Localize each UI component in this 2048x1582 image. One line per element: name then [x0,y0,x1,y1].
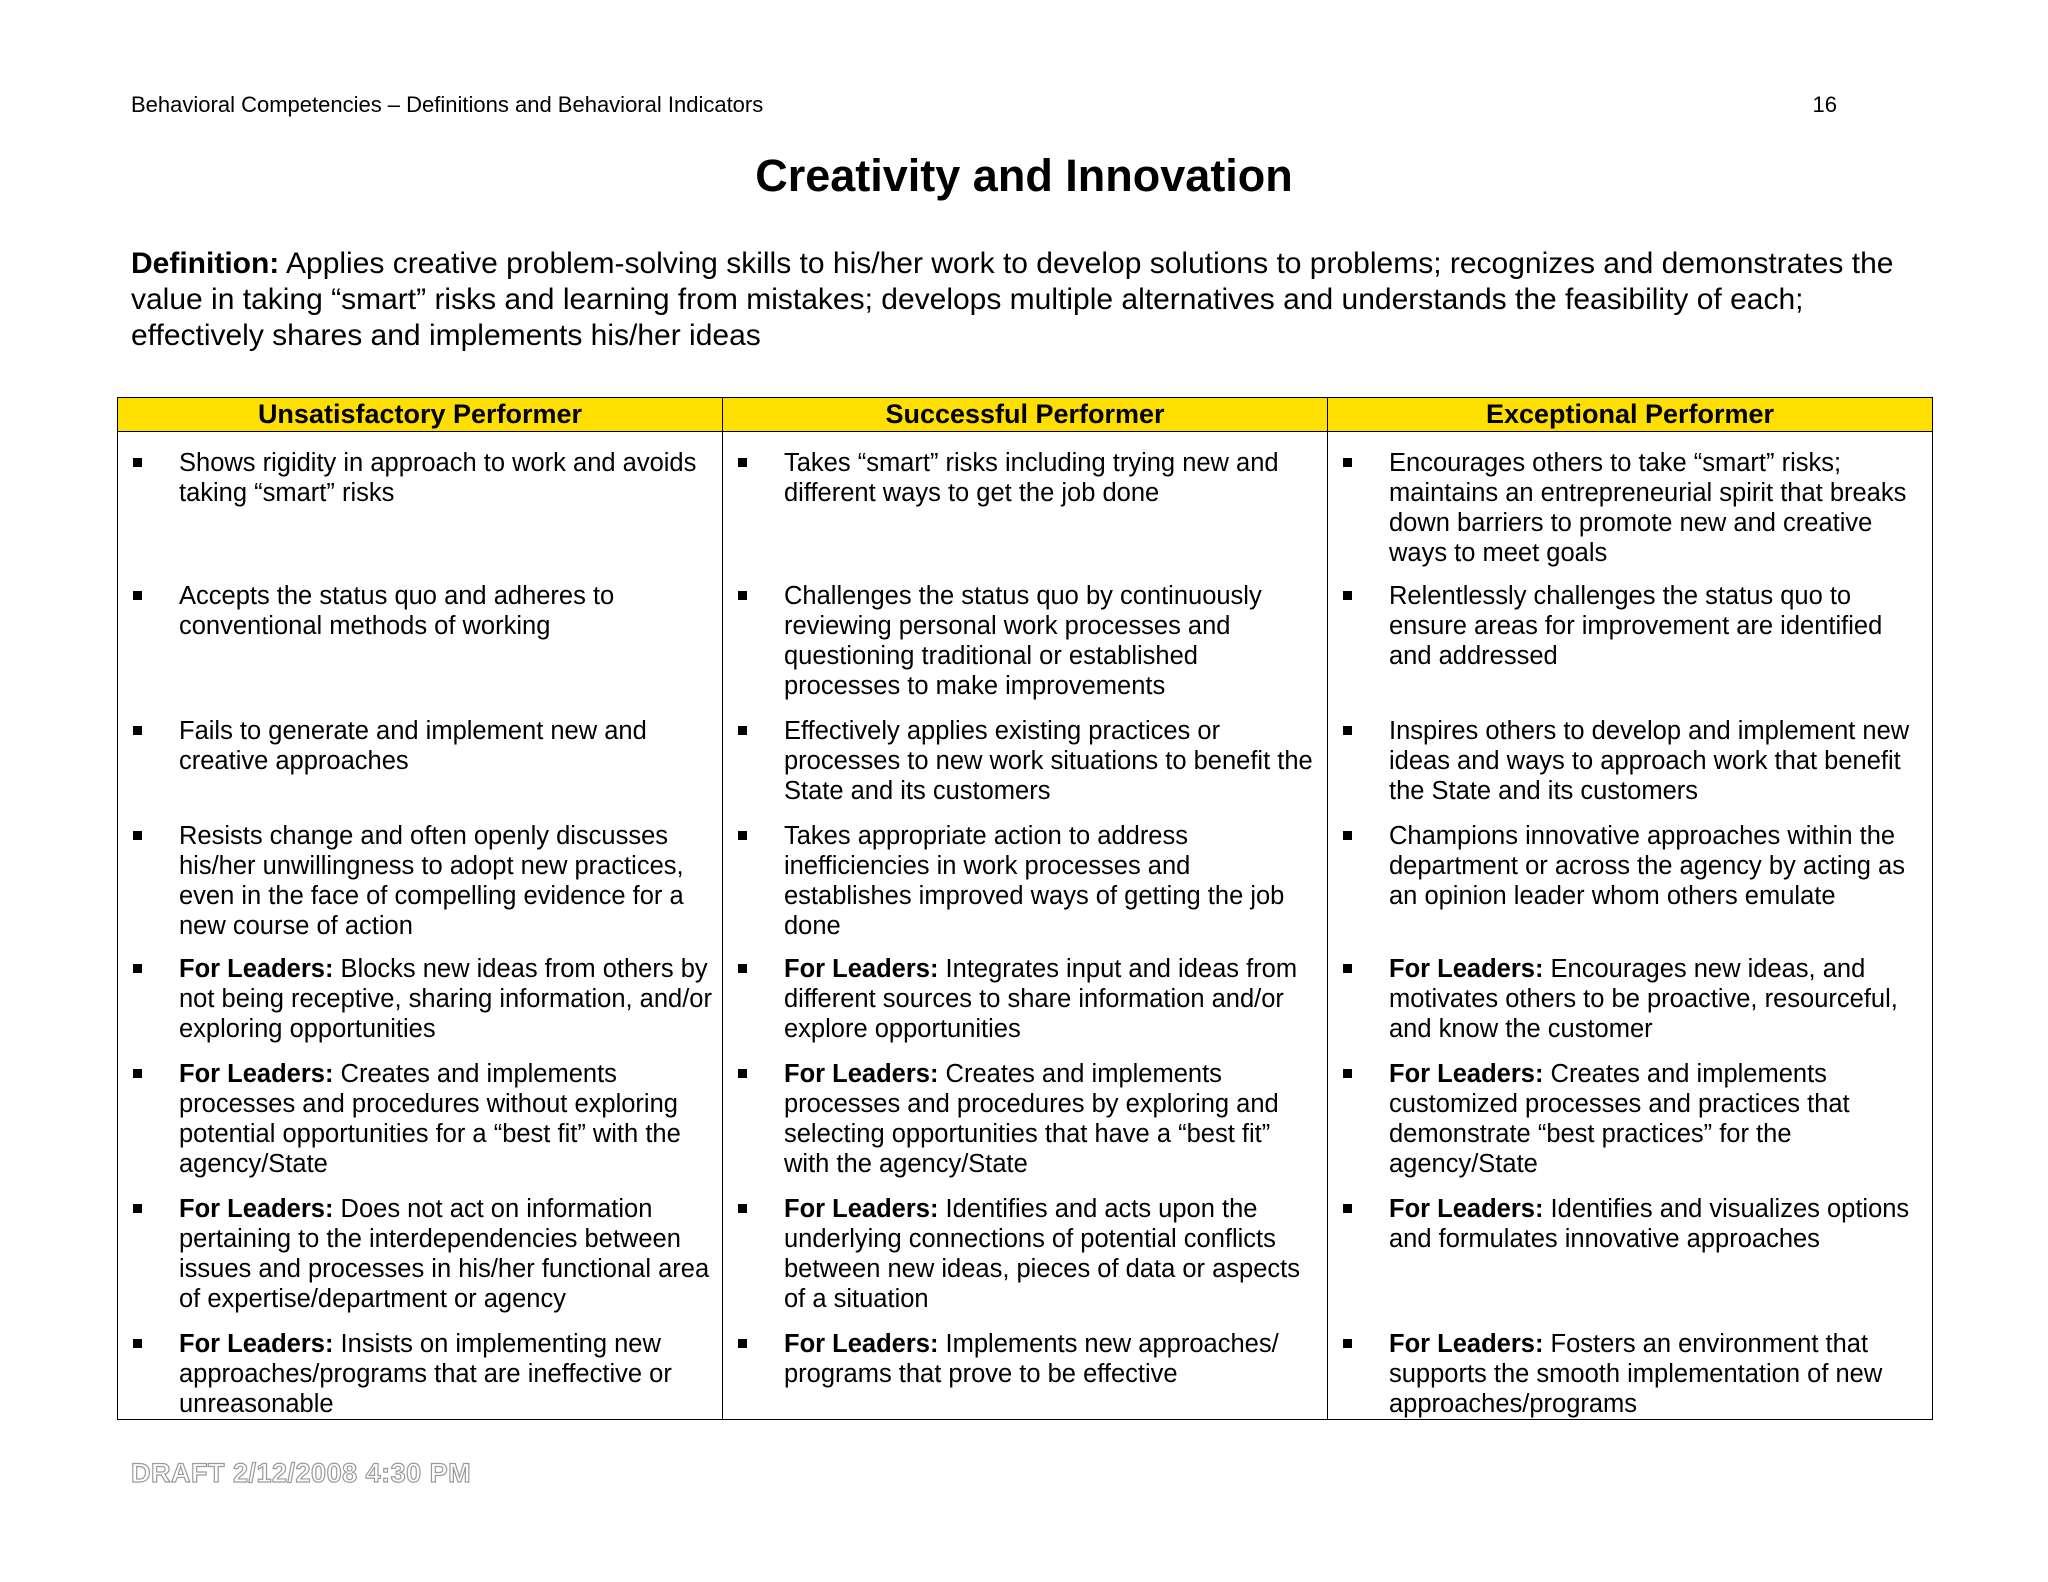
square-bullet-icon [133,458,142,467]
page-number: 16 [1812,92,1837,117]
list-item [723,941,1327,1044]
square-bullet-icon [133,831,142,840]
list-item [118,808,722,941]
leader-label: For Leaders: [784,1060,939,1088]
indicator-text: Takes appropriate action to address inefficiencies in work processes and establishes improved ways of getting the job done [784,822,1285,940]
column-header-exceptional: Exceptional Performer [1328,398,1933,432]
document-title: Behavioral Competencies – Definitions and Behavioral Indicators [131,92,764,117]
leader-label: For Leaders: [179,1060,334,1088]
list-item [118,1181,722,1314]
list-item [723,1046,1327,1179]
table-cell [118,1046,723,1181]
table-cell [118,568,723,703]
table-cell [723,1181,1328,1316]
indicator-text: Takes “smart” risks including trying new and different ways to get the job done [784,449,1279,507]
table-cell [723,568,1328,703]
indicator-text: Inspires others to develop and implement new ideas and ways to approach work that benefit the State and its customers [1389,717,1910,805]
indicator-text: Insists on implementing new approaches/programs that are ineffective or unreasonable [179,1330,672,1418]
square-bullet-icon [738,831,747,840]
table-cell [1328,808,1933,941]
definition-text: Applies creative problem-solving skills to his/her work to develop solutions to problems; recognizes and demonstrates the value in taking “smart” risks and learning from mistakes; develops multiple alternatives and understands the feasibility of each; effectively shares and implements his/her ideas [131,247,1894,352]
list-item [723,808,1327,941]
table-cell [1328,1316,1933,1420]
square-bullet-icon [1343,964,1352,973]
table-cell [1328,1181,1933,1316]
indicator-text: Shows rigidity in approach to work and avoids taking “smart” risks [179,449,697,507]
list-item [118,1046,722,1179]
table-cell [723,1316,1328,1420]
indicator-text: Resists change and often openly discusses his/her unwillingness to adopt new practices, even in the face of compelling evidence for a new course of action [179,822,684,940]
list-item [1328,808,1932,911]
table-row [118,703,1933,808]
table-row [118,1046,1933,1181]
definition [131,246,1931,354]
square-bullet-icon [1343,458,1352,467]
indicator-text: Encourages new ideas, and motivates others to be proactive, resourceful, and know the customer [1389,955,1898,1043]
list-item [1328,941,1932,1044]
square-bullet-icon [1343,831,1352,840]
square-bullet-icon [738,964,747,973]
indicator-text: Encourages others to take “smart” risks; maintains an entrepreneurial spirit that breaks down barriers to promote new and creative ways to meet goals [1389,449,1907,567]
square-bullet-icon [133,591,142,600]
leader-label: For Leaders: [784,1195,939,1223]
table-cell [118,808,723,941]
square-bullet-icon [738,1204,747,1213]
table-cell [723,432,1328,569]
square-bullet-icon [738,726,747,735]
leader-label: For Leaders: [179,1330,334,1358]
indicator-text: Implements new approaches/ programs that prove to be effective [784,1330,1279,1388]
leader-label: For Leaders: [1389,1195,1544,1223]
table-cell [118,432,723,569]
page-title: Creativity and Innovation [755,150,1293,201]
page-header [131,92,1837,122]
table-row [118,941,1933,1046]
table-cell [118,1181,723,1316]
list-item [723,432,1327,508]
table-cell [118,703,723,808]
table-cell [723,1046,1328,1181]
table-row [118,1181,1933,1316]
square-bullet-icon [133,964,142,973]
square-bullet-icon [1343,1339,1352,1348]
list-item [118,432,722,508]
table-cell [1328,703,1933,808]
list-item [723,703,1327,806]
indicator-text: Blocks new ideas from others by not being receptive, sharing information, and/or exploring opportunities [179,955,712,1043]
indicator-text: Identifies and visualizes options and formulates innovative approaches [1389,1195,1910,1253]
leader-label: For Leaders: [1389,1060,1544,1088]
indicator-text: Accepts the status quo and adheres to conventional methods of working [179,582,615,640]
list-item [118,941,722,1044]
table-cell [1328,568,1933,703]
indicator-text: Effectively applies existing practices or processes to new work situations to benefit the State and its customers [784,717,1313,805]
indicator-text: Creates and implements processes and procedures without exploring potential opportunities for a “best fit” with the agency/State [179,1060,681,1178]
column-header-successful: Successful Performer [723,398,1328,432]
table-body [118,432,1933,1420]
competency-table [117,397,1933,1420]
indicator-text: Fails to generate and implement new and creative approaches [179,717,647,775]
list-item [1328,703,1932,806]
indicator-text: Identifies and acts upon the underlying connections of potential conflicts between new ideas, pieces of data or aspects of a situation [784,1195,1300,1313]
square-bullet-icon [738,1069,747,1078]
table-cell [118,1316,723,1420]
table-cell [723,808,1328,941]
table-cell [1328,432,1933,569]
square-bullet-icon [1343,1069,1352,1078]
indicator-text: Creates and implements processes and procedures by exploring and selecting opportunities that have a “best fit” with the agency/State [784,1060,1279,1178]
square-bullet-icon [133,726,142,735]
list-item [723,1316,1327,1389]
leader-label: For Leaders: [179,955,334,983]
list-item [1328,1046,1932,1179]
column-header-unsatisfactory: Unsatisfactory Performer [118,398,723,432]
indicator-text: Fosters an environment that supports the smooth implementation of new approaches/programs [1389,1330,1883,1418]
list-item [723,568,1327,701]
table-row [118,1316,1933,1420]
indicator-text: Does not act on information pertaining to the interdependencies between issues and processes in his/her functional area of expertise/department or agency [179,1195,710,1313]
table-cell [118,941,723,1046]
square-bullet-icon [1343,726,1352,735]
table-header-row [118,398,1933,432]
list-item [1328,568,1932,671]
square-bullet-icon [1343,1204,1352,1213]
square-bullet-icon [133,1339,142,1348]
square-bullet-icon [738,591,747,600]
table-row [118,568,1933,703]
indicator-text: Relentlessly challenges the status quo to ensure areas for improvement are identified and addressed [1389,582,1883,670]
definition-label: Definition: [131,247,280,280]
list-item [723,1181,1327,1314]
list-item [1328,1316,1932,1419]
table-cell [1328,1046,1933,1181]
leader-label: For Leaders: [784,955,939,983]
list-item [1328,432,1932,568]
list-item [1328,1181,1932,1254]
leader-label: For Leaders: [784,1330,939,1358]
indicator-text: Creates and implements customized processes and practices that demonstrate “best practices” for the agency/State [1389,1060,1850,1178]
leader-label: For Leaders: [1389,955,1544,983]
table-cell [723,703,1328,808]
square-bullet-icon [738,458,747,467]
table-cell [723,941,1328,1046]
indicator-text: Champions innovative approaches within the department or across the agency by acting as an opinion leader whom others emulate [1389,822,1905,910]
list-item [118,568,722,641]
list-item [118,1316,722,1419]
square-bullet-icon [133,1069,142,1078]
square-bullet-icon [1343,591,1352,600]
table-row [118,808,1933,941]
list-item [118,703,722,776]
indicator-text: Challenges the status quo by continuously reviewing personal work processes and questioning traditional or established processes to make improvements [784,582,1262,700]
square-bullet-icon [133,1204,142,1213]
leader-label: For Leaders: [1389,1330,1544,1358]
leader-label: For Leaders: [179,1195,334,1223]
table-row [118,432,1933,569]
table-cell [1328,941,1933,1046]
indicator-text: Integrates input and ideas from different sources to share information and/or explore opportunities [784,955,1298,1043]
square-bullet-icon [738,1339,747,1348]
draft-stamp: DRAFT 2/12/2008 4:30 PM [131,1458,472,1488]
